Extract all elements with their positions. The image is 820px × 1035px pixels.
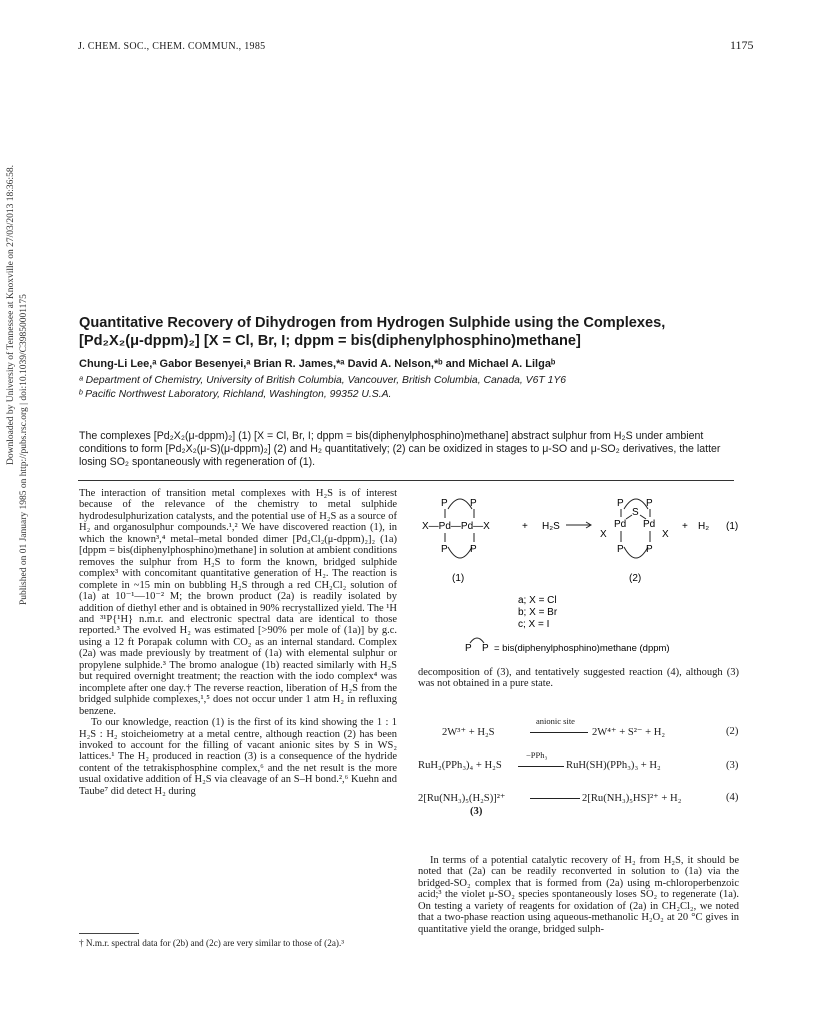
dppm-definition: = bis(diphenylphosphino)methane (dppm): [494, 643, 670, 654]
label-compound-2: (2): [629, 573, 642, 584]
abstract: The complexes [Pd₂X₂(μ-dppm)₂] (1) [X = Cl, Br, I; dppm = bis(diphenylphosphino)methane] abstract sulphur from H₂S under ambient conditions to form [Pd₂X₂(μ-S)(μ-dppm)₂] (2) and H₂ quantitatively; (2) can be oxidized in stages to μ-SO and μ-SO₂ derivatives, the latter losing SO₂ spontaneously with regeneration of (1).: [79, 430, 721, 468]
p-top-left: P: [441, 498, 448, 509]
p-bottom-right: P: [470, 544, 477, 555]
eq3-number: (3): [726, 760, 739, 771]
plus-sign-2: +: [682, 521, 688, 532]
pd-left-2: Pd: [614, 519, 627, 530]
eq3-rhs: RuH(SH)(PPh₃)₃ + H₂: [566, 760, 661, 771]
published-note[interactable]: Published on 01 January 1985 on http://pubs.rsc.org | doi:10.1039/C39850001175: [19, 294, 29, 605]
key-a: a; X = Cl: [518, 595, 557, 606]
right-paragraph-2: In terms of a potential catalytic recovery of H₂ from H₂S, it should be noted that (2a) can be readily reconverted in solution to (1a) via the bridged-SO₂ complex that is formed from (2a) using m-chloroperbenzoic acid;³ the violet μ-SO₂ species spontaneously loses SO₂ to regenerate (1a). On testing a variety of reagents for oxidation of (2a) in CH₂Cl₂, we noted that a two-phase reaction using aqueous-methanolic H₂O₂ at 20 °C gives in quantitative yield the orange, bridged sulph-: [418, 855, 739, 935]
reaction-scheme: [410, 485, 750, 660]
footnote: † N.m.r. spectral data for (2b) and (2c) are very similar to those of (2a).³: [79, 938, 345, 948]
x-left-2: X: [600, 529, 607, 540]
eq3-lhs: RuH₂(PPh₃)₄ + H₂S: [418, 760, 502, 771]
p-top-right: P: [470, 498, 477, 509]
bridging-sulphur: S: [632, 507, 639, 518]
footnote-rule: [79, 933, 139, 934]
p-bottom-right-2: P: [646, 544, 653, 555]
affiliation-b: ᵇ Pacific Northwest Laboratory, Richland, Washington, 99352 U.S.A.: [79, 389, 392, 400]
p-bottom-left-2: P: [617, 544, 624, 555]
complex-1-structure: [422, 498, 490, 584]
eq2-rhs: 2W⁴⁺ + S²⁻ + H₂: [592, 727, 666, 738]
reagent-h2s: H₂S: [542, 521, 560, 532]
eq4-arrow: [530, 798, 580, 799]
article-title: [79, 314, 759, 350]
eq2-condition: anionic site: [536, 716, 575, 726]
left-paragraph-1: The interaction of transition metal complexes with H₂S is of interest because of the relevance of the chemistry to metal sulphide hydrodesulphurization catalysts, and the potential use of H₂S as a source of H₂ and organosulphur compounds.¹,² We have discovered reaction (1), in which the known³,⁴ metal–metal bonded dimer [Pd₂Cl₂(μ-dppm)₂]₂ (1a) [dppm = bis(diphenylphosphino)methane] in solution at ambient conditions removes the sulphur from H₂S to form the known, bridged sulphide complex³ with concomitant quantitative generation of H₂. The reaction is complete in ~15 min on bubbling H₂S through a red CH₂Cl₂ solution of (1a) at 10⁻¹—10⁻² M; the brown product (2a) is readily isolated by addition of diethyl ether and is obtained in 90% recrystallized yield. The ¹H and ³¹P{¹H} n.m.r. and electronic spectral data are identical to those reported.³ The evolved H₂ was estimated [>90% per mole of (1a)] by g.c. using a 12 ft Porapak column with CO₂ as an internal standard. Complex (2a) was made previously by treatment of (1a) with elemental sulphur or propylene sulphide.³ The bromo analogue (1b) reacted similarly with H₂S but required overnight treatment; the reaction with the iodo complex⁴ was incomplete after one day.† The reverse reaction, liberation of H₂S from the bridged sulphide complexes,¹,⁵ does not occur under 1 atm H₂ in refluxing benzene.: [79, 488, 397, 717]
left-paragraph-2: To our knowledge, reaction (1) is the first of its kind showing the 1 : 1 H₂S : H₂ stoicheiometry at a metal centre, although reaction (2) has been invoked to account for the filling of vacant anionic sites by S in WS₂ lattices.¹ The H₂ produced in reaction (3) is a consequence of the hydride content of the tetrakisphosphine complex,⁶ and the net result is the more usual oxidative addition of H₂S via cleavage of an S–H bond.²,⁶ Kuehn and Taube⁷ did detect H₂ during: [79, 717, 397, 797]
eq3-condition: −PPh₃: [526, 750, 548, 760]
plus-sign-1: +: [522, 521, 528, 532]
p-top-right-2: P: [646, 498, 653, 509]
equation-block: [418, 712, 739, 832]
page-number: 1175: [730, 38, 754, 52]
left-column: [79, 488, 397, 797]
complex-2-structure: [600, 498, 669, 584]
right-paragraph-1: decomposition of (3), and tentatively suggested reaction (4), although (3) was not obtained in a pure state.: [418, 667, 739, 690]
p-bottom-left: P: [441, 544, 448, 555]
dppm-p-left: P: [465, 643, 472, 654]
title-line-2: [Pd₂X₂(μ-dppm)₂] [X = Cl, Br, I; dppm = bis(diphenylphosphino)methane]: [79, 333, 581, 349]
pd-right-2: Pd: [643, 519, 656, 530]
eq2-number: (2): [726, 726, 739, 737]
eq2-arrow: [530, 732, 588, 733]
complex-1-core: X—Pd—Pd—X: [422, 521, 490, 532]
eq3-arrow: [518, 766, 564, 767]
product-h2: H₂: [698, 521, 710, 532]
title-line-1: Quantitative Recovery of Dihydrogen from Hydrogen Sulphide using the Complexes,: [79, 315, 666, 331]
affiliation-a: ᵃ Department of Chemistry, University of British Columbia, Vancouver, British Columbia, Canada, V6T 1Y6: [79, 375, 567, 386]
key-b: b; X = Br: [518, 607, 558, 618]
dppm-p-right: P: [482, 643, 489, 654]
eq4-rhs: 2[Ru(NH₃)₅HS]²⁺ + H₂: [582, 793, 682, 804]
x-right-2: X: [662, 529, 669, 540]
eq4-lhs: 2[Ru(NH₃)₅(H₂S)]²⁺: [418, 793, 506, 804]
eq4-number: (4): [726, 792, 739, 803]
abstract-rule: [78, 480, 734, 481]
download-note[interactable]: Downloaded by University of Tennessee at Knoxville on 27/03/2013 18:36:58.: [6, 165, 16, 465]
p-top-left-2: P: [617, 498, 624, 509]
author-list: Chung-Li Lee,ᵃ Gabor Besenyei,ᵃ Brian R. James,*ᵃ David A. Nelson,*ᵇ and Michael A. Lilgaᵇ: [79, 358, 556, 370]
key-c: c; X = I: [518, 619, 550, 630]
label-compound-1: (1): [452, 573, 465, 584]
eq4-compound-label: (3): [470, 806, 483, 817]
running-head: J. CHEM. SOC., CHEM. COMMUN., 1985: [78, 41, 266, 52]
eq2-lhs: 2W³⁺ + H₂S: [442, 727, 495, 738]
equation-1-number: (1): [726, 521, 739, 532]
